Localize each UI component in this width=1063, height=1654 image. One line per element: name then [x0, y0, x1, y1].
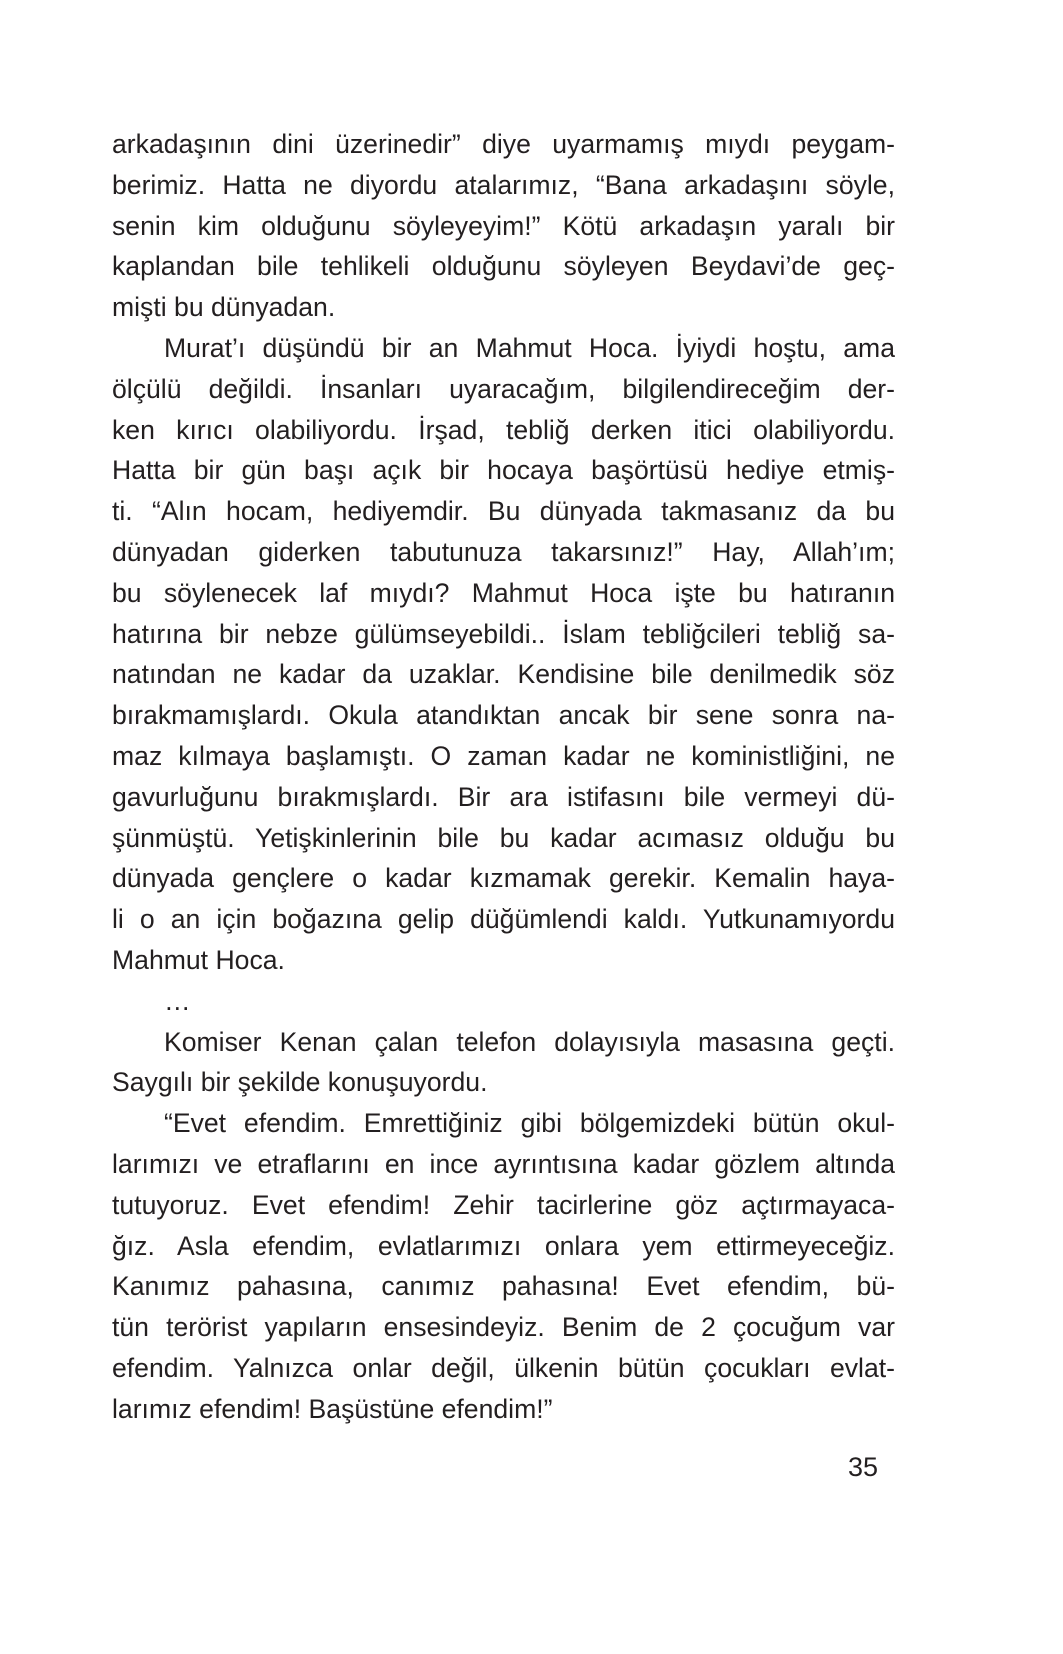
text-line: kaplandan bile tehlikeli olduğunu söyleyen Beydavi’de geç- — [112, 251, 895, 282]
text-line: li o an için boğazına gelip düğümlendi kaldı. Yutkunamıyordu — [112, 904, 895, 935]
text-line: hatırına bir nebze gülümseyebildi.. İslam tebliğcileri tebliğ sa- — [112, 618, 895, 649]
text-line: efendim. Yalnızca onlar değil, ülkenin bütün çocukları evlat- — [112, 1352, 895, 1383]
text-line: Komiser Kenan çalan telefon dolayısıyla masasına geçti. — [164, 1026, 895, 1057]
text-line: senin kim olduğunu söyleyeyim!” Kötü arkadaşın yaralı bir — [112, 210, 895, 241]
text-line: bu söylenecek laf mıydı? Mahmut Hoca işte bu hatıranın — [112, 577, 895, 608]
text-line: dünyada gençlere o kadar kızmamak gerekir. Kemalin haya- — [112, 863, 895, 894]
text-line: Mahmut Hoca. — [112, 944, 285, 975]
text-line: tutuyoruz. Evet efendim! Zehir tacirlerine göz açtırmayaca- — [112, 1189, 895, 1220]
text-line: mişti bu dünyadan. — [112, 292, 336, 323]
text-line: Saygılı bir şekilde konuşuyordu. — [112, 1067, 488, 1098]
text-line: tün terörist yapıların ensesindeyiz. Benim de 2 çocuğum var — [112, 1312, 895, 1343]
page-number: 35 — [848, 1452, 879, 1482]
text-line: Murat’ı düşündü bir an Mahmut Hoca. İyiydi hoştu, ama — [164, 332, 895, 363]
text-line: Hatta bir gün başı açık bir hocaya başörtüsü hediye etmiş- — [112, 455, 895, 486]
text-line: ti. “Alın hocam, hediyemdir. Bu dünyada takmasanız da bu — [112, 496, 895, 527]
text-line: Kanımız pahasına, canımız pahasına! Evet efendim, bü- — [112, 1271, 895, 1302]
text-line: dünyadan giderken tabutunuza takarsınız!” Hay, Allah’ım; — [112, 536, 895, 567]
text-line: arkadaşının dini üzerinedir” diye uyarmamış mıydı peygam- — [112, 129, 895, 159]
page-body — [112, 124, 895, 1430]
text-line: “Evet efendim. Emrettiğiniz gibi bölgemizdeki bütün okul- — [164, 1108, 895, 1139]
text-line: bırakmamışlardı. Okula atandıktan ancak bir sene sonra na- — [112, 700, 895, 731]
text-line: larımızı ve etraflarını en ince ayrıntısına kadar gözlem altında — [112, 1148, 895, 1179]
text-line: natından ne kadar da uzaklar. Kendisine bile denilmedik söz — [112, 659, 895, 690]
text-line: şünmüştü. Yetişkinlerinin bile bu kadar acımasız olduğu bu — [112, 822, 895, 853]
text-line: berimiz. Hatta ne diyordu atalarımız, “Bana arkadaşını söyle, — [112, 169, 895, 200]
text-line: ğız. Asla efendim, evlatlarımızı onlara yem ettirmeyeceğiz. — [112, 1230, 895, 1261]
text-line: gavurluğunu bırakmışlardı. Bir ara istifasını bile vermeyi dü- — [112, 781, 895, 812]
scene-break: … — [164, 985, 191, 1016]
text-line: ölçülü değildi. İnsanları uyaracağım, bilgilendireceğim der- — [112, 373, 895, 404]
text-line: ken kırıcı olabiliyordu. İrşad, tebliğ derken itici olabiliyordu. — [112, 414, 895, 445]
text-line: maz kılmaya başlamıştı. O zaman kadar ne koministliğini, ne — [112, 740, 895, 771]
text-line: larımız efendim! Başüstüne efendim!” — [112, 1393, 553, 1424]
